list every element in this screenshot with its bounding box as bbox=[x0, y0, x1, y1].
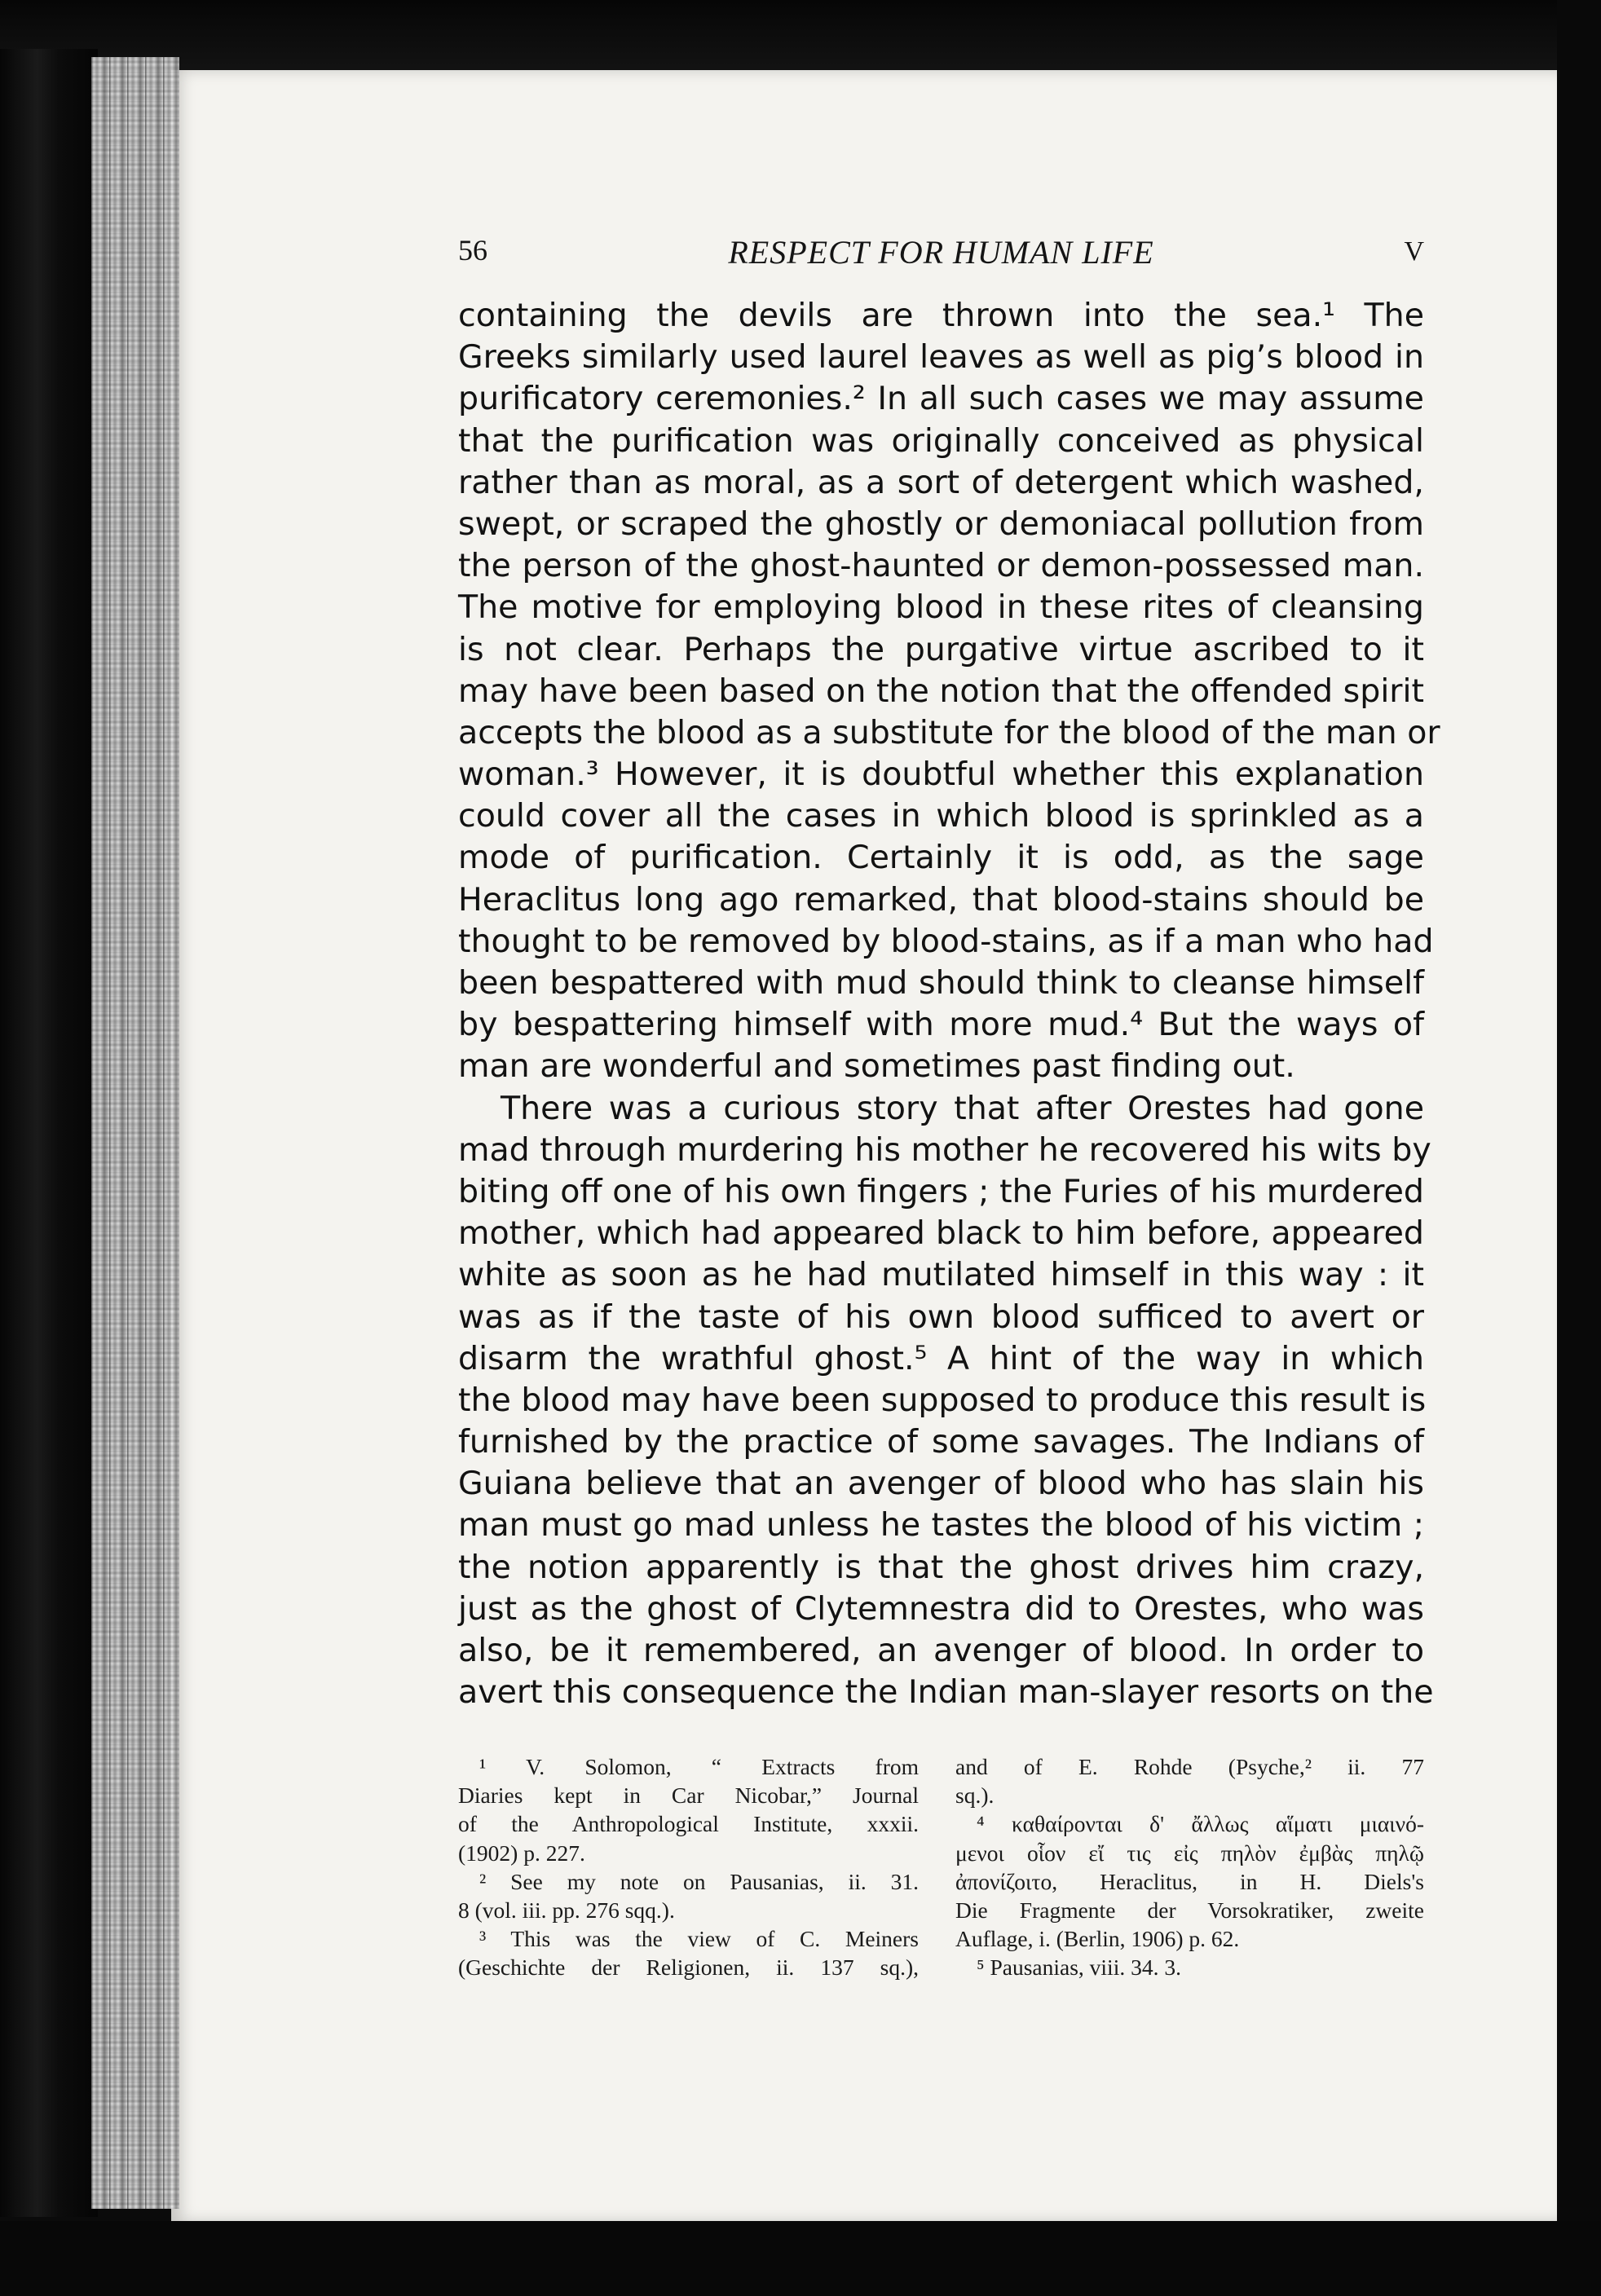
body-line: the blood may have been supposed to produce this result is bbox=[458, 1381, 1427, 1419]
footnote-line: ⁵ Pausanias, viii. 34. 3. bbox=[977, 1954, 1181, 1981]
body-line: furnished by the practice of some savages. The Indians of bbox=[458, 1423, 1424, 1461]
footnote-line: ² See my note on Pausanias, ii. 31. bbox=[479, 1868, 919, 1894]
body-line: just as the ghost of Clytemnestra did to Orestes, who was bbox=[458, 1589, 1424, 1628]
body-line: Heraclitus long ago remarked, that blood-stains should be bbox=[458, 880, 1424, 919]
body-line: the person of the ghost-haunted or demon-possessed man. bbox=[458, 547, 1424, 585]
footnote-line: ³ This was the view of C. Meiners bbox=[479, 1926, 919, 1952]
body-line: man must go mad unless he tastes the blood of his victim ; bbox=[458, 1506, 1424, 1545]
body-line: The motive for employing blood in these rites of cleansing bbox=[458, 588, 1424, 627]
footnote-line: (Geschichte der Religionen, ii. 137 sq.), bbox=[458, 1954, 919, 1981]
footnote-line: 8 (vol. iii. pp. 276 sqq.). bbox=[458, 1897, 675, 1923]
body-line: biting off one of his own fingers ; the Furies of his murdered bbox=[458, 1172, 1424, 1210]
body-line: could cover all the cases in which blood is sprinkled as a bbox=[458, 797, 1424, 835]
body-line: purificatory ceremonies.² In all such cases we may assume bbox=[458, 380, 1424, 418]
running-head bbox=[458, 233, 1424, 274]
book-gutter bbox=[0, 49, 98, 2217]
footnotes-left-column bbox=[458, 1752, 919, 1982]
chapter-number: V bbox=[1404, 236, 1424, 267]
footnote-line: Diaries kept in Car Nicobar,” Journal bbox=[458, 1783, 919, 1809]
book-binding-edge bbox=[91, 57, 179, 2209]
scan-right-border bbox=[1557, 0, 1601, 2296]
footnote-line: ἀπονίζοιτο, Heraclitus, in H. Diels's bbox=[955, 1868, 1424, 1894]
body-text bbox=[458, 295, 1440, 1713]
body-line: is not clear. Perhaps the purgative virtue ascribed to it bbox=[458, 630, 1424, 668]
body-line: mode of purification. Certainly it is odd, as the sage bbox=[458, 839, 1424, 877]
footnote-line: Auflage, i. (Berlin, 1906) p. 62. bbox=[955, 1926, 1240, 1952]
body-line: that the purification was originally conceived as physical bbox=[458, 421, 1424, 460]
body-line: containing the devils are thrown into the sea.¹ The bbox=[458, 297, 1424, 334]
body-line: rather than as moral, as a sort of detergent which washed, bbox=[458, 463, 1424, 501]
body-line: swept, or scraped the ghostly or demoniacal pollution from bbox=[458, 505, 1424, 543]
body-line: thought to be removed by blood-stains, as if a man who had bbox=[458, 922, 1434, 960]
body-line: white as soon as he had mutilated himself in this way : it bbox=[458, 1256, 1424, 1294]
body-line: man are wonderful and sometimes past finding out. bbox=[458, 1047, 1295, 1086]
page-number: 56 bbox=[458, 234, 487, 267]
body-line: been bespattered with mud should think to cleanse himself bbox=[458, 964, 1424, 1002]
footnote-line: ¹ V. Solomon, “ Extracts from bbox=[479, 1754, 919, 1779]
footnotes-right-column bbox=[955, 1752, 1424, 1982]
footnote-line: Die Fragmente der Vorsokratiker, zweite bbox=[955, 1897, 1424, 1923]
running-title: RESPECT FOR HUMAN LIFE bbox=[728, 234, 1154, 271]
body-line: may have been based on the notion that the offended spirit bbox=[458, 672, 1424, 710]
body-line: Guiana believe that an avenger of blood who has slain his bbox=[458, 1465, 1424, 1503]
body-line: There was a curious story that after Orestes had gone bbox=[501, 1089, 1424, 1127]
footnote-line: μενοι οἷον εἴ τις εἰς πηλὸν ἐμβὰς πηλῷ bbox=[955, 1840, 1424, 1866]
body-line: also, be it remembered, an avenger of blood. In order to bbox=[458, 1632, 1424, 1669]
footnote-line: ⁴ καθαίρονται δ' ἄλλως αἵματι μιαινό- bbox=[977, 1811, 1424, 1837]
footnote-line: and of E. Rohde (Psyche,² ii. 77 bbox=[955, 1754, 1424, 1779]
footnote-line: (1902) p. 227. bbox=[458, 1840, 585, 1866]
body-line: avert this consequence the Indian man-slayer resorts on the bbox=[458, 1673, 1434, 1712]
body-line: was as if the taste of his own blood sufficed to avert or bbox=[458, 1298, 1424, 1336]
body-line: accepts the blood as a substitute for the blood of the man or bbox=[458, 713, 1440, 751]
body-line: the notion apparently is that the ghost drives him crazy, bbox=[458, 1548, 1424, 1586]
body-line: mad through murdering his mother he recovered his wits by bbox=[458, 1130, 1431, 1169]
body-line: woman.³ However, it is doubtful whether this explanation bbox=[458, 756, 1424, 794]
footnote-line: sq.). bbox=[955, 1783, 995, 1809]
body-line: Greeks similarly used laurel leaves as well as pig’s blood in bbox=[458, 338, 1424, 377]
body-line: mother, which had appeared black to him before, appeared bbox=[458, 1214, 1424, 1253]
body-line: disarm the wrathful ghost.⁵ A hint of the way in which bbox=[458, 1339, 1424, 1377]
scan-bottom-border bbox=[0, 2221, 1601, 2296]
footnote-line: of the Anthropological Institute, xxxii. bbox=[458, 1811, 919, 1837]
scan-top-border bbox=[0, 0, 1601, 78]
body-line: by bespattering himself with more mud.⁴ But the ways of bbox=[458, 1006, 1424, 1044]
